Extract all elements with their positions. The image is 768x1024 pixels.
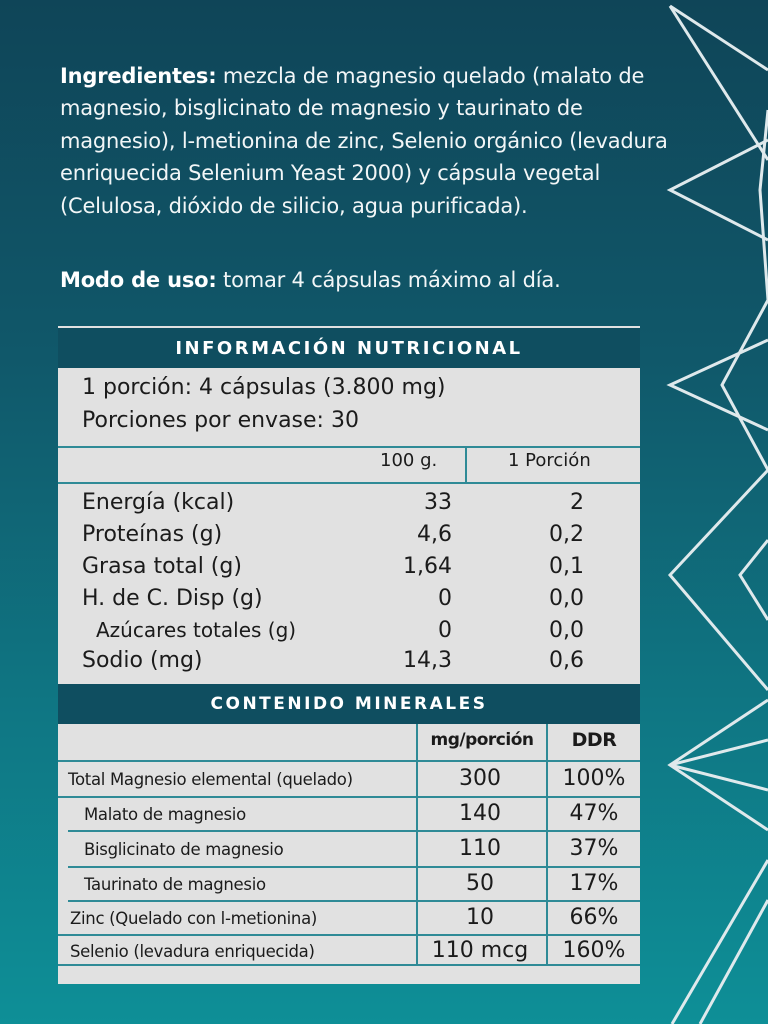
nutrition-panel xyxy=(58,326,640,984)
mineral-label: Selenio (levadura enriquecida) xyxy=(70,942,315,961)
mineral-row xyxy=(58,869,640,901)
mineral-row xyxy=(58,764,640,796)
value-portion: 0,2 xyxy=(549,522,584,547)
divider xyxy=(58,760,640,762)
nutrient-label: Grasa total (g) xyxy=(82,554,242,579)
usage-label: Modo de uso: xyxy=(60,268,217,292)
usage-text: tomar 4 cápsulas máximo al día. xyxy=(216,268,561,292)
ingredients-text: mezcla de magnesio quelado (malato de magnesio, bisglicinato de magnesio y taurinato de magnesio), l-metionina de zinc, Selenio orgánico (levadura enriquecida Selenium Yeast 2000) y cápsula vegetal (Celulosa, dióxido de silicio, agua purificada). xyxy=(60,64,668,218)
mineral-ddr: 160% xyxy=(562,938,626,963)
nutrition-row xyxy=(58,490,640,522)
divider xyxy=(68,866,640,868)
nutrition-row xyxy=(58,554,640,586)
mineral-row xyxy=(58,903,640,935)
nutrition-title: INFORMACIÓN NUTRICIONAL xyxy=(58,328,640,368)
mineral-mg: 110 xyxy=(459,836,501,861)
mineral-row xyxy=(58,936,640,968)
nutrition-row xyxy=(58,648,640,680)
servings-per-pack: Porciones por envase: 30 xyxy=(82,408,359,433)
value-100g: 14,3 xyxy=(403,648,452,673)
mineral-ddr: 47% xyxy=(569,801,619,826)
mineral-label: Malato de magnesio xyxy=(84,805,246,824)
minerals-title: CONTENIDO MINERALES xyxy=(58,684,640,724)
value-portion: 0,0 xyxy=(549,586,584,611)
mineral-mg: 300 xyxy=(459,766,501,791)
col-100g: 100 g. xyxy=(380,450,438,471)
mineral-row xyxy=(58,799,640,831)
col-mg-portion: mg/porción xyxy=(430,730,534,750)
mineral-mg: 10 xyxy=(466,905,494,930)
col-portion: 1 Porción xyxy=(508,450,591,471)
mineral-mg: 110 mcg xyxy=(431,938,529,963)
mineral-label: Zinc (Quelado con l-metionina) xyxy=(70,909,318,928)
value-portion: 0,0 xyxy=(549,618,584,643)
ingredients-paragraph xyxy=(60,60,680,222)
nutrient-label: Energía (kcal) xyxy=(82,490,235,515)
nutrient-label: H. de C. Disp (g) xyxy=(82,586,263,611)
value-portion: 0,6 xyxy=(549,648,584,673)
value-portion: 0,1 xyxy=(549,554,584,579)
mineral-ddr: 17% xyxy=(569,871,619,896)
serving-size: 1 porción: 4 cápsulas (3.800 mg) xyxy=(82,375,446,400)
mineral-label: Taurinato de magnesio xyxy=(84,875,266,894)
value-100g: 33 xyxy=(424,490,452,515)
value-100g: 1,64 xyxy=(403,554,452,579)
value-100g: 0 xyxy=(438,586,452,611)
divider xyxy=(58,482,640,484)
divider xyxy=(465,446,467,482)
value-100g: 0 xyxy=(438,618,452,643)
mineral-mg: 50 xyxy=(466,871,494,896)
ingredients-label: Ingredientes: xyxy=(60,64,217,88)
mineral-label: Total Magnesio elemental (quelado) xyxy=(68,770,353,789)
value-portion: 2 xyxy=(570,490,584,515)
mineral-ddr: 100% xyxy=(562,766,626,791)
value-100g: 4,6 xyxy=(417,522,452,547)
col-ddr: DDR xyxy=(571,729,617,751)
nutrition-row xyxy=(58,618,640,650)
nutrition-row xyxy=(58,586,640,618)
nutrient-label: Sodio (mg) xyxy=(82,648,203,673)
nutrient-label: Azúcares totales (g) xyxy=(96,618,297,642)
mineral-ddr: 66% xyxy=(569,905,619,930)
divider xyxy=(58,446,640,448)
usage-paragraph xyxy=(60,264,720,296)
mineral-label: Bisglicinato de magnesio xyxy=(84,840,284,859)
mineral-ddr: 37% xyxy=(569,836,619,861)
nutrient-label: Proteínas (g) xyxy=(82,522,223,547)
mineral-mg: 140 xyxy=(459,801,501,826)
mineral-row xyxy=(58,834,640,866)
nutrition-row xyxy=(58,522,640,554)
divider xyxy=(58,796,640,798)
